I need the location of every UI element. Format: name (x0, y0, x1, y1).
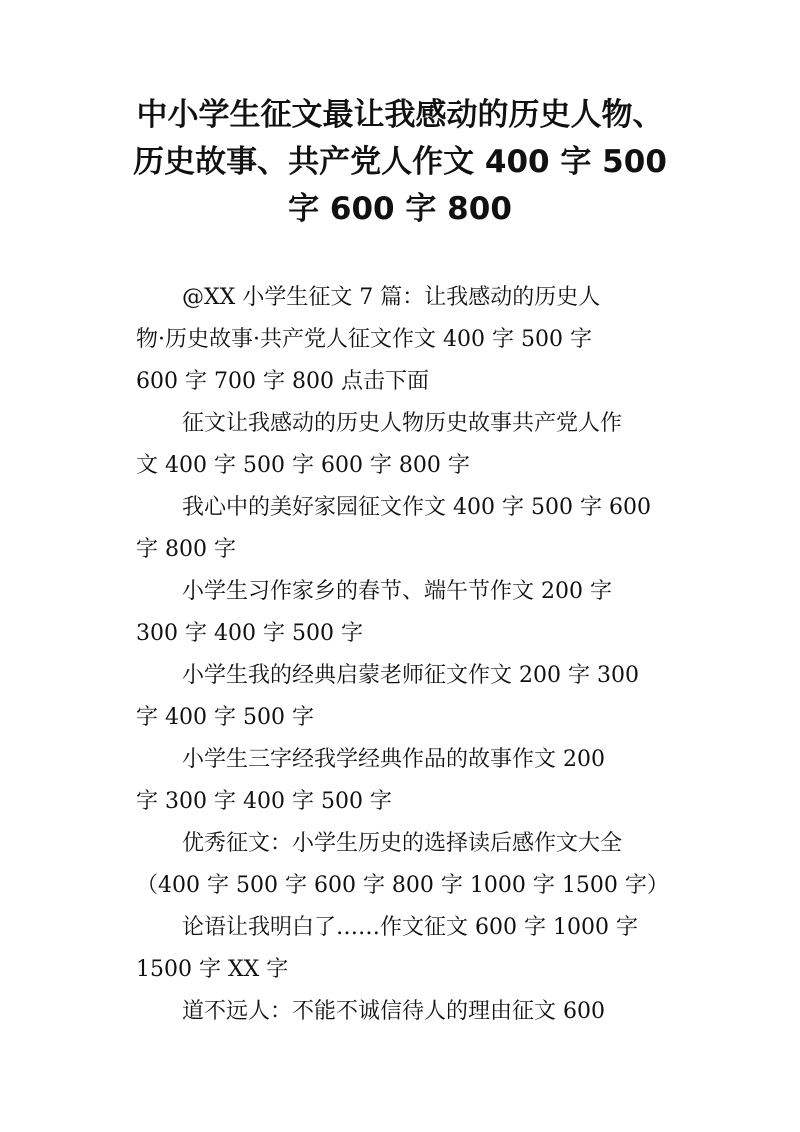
paragraph (136, 655, 666, 739)
paragraph-line: 物·历史故事·共产党人征文作文 400 字 500 字 (136, 327, 592, 352)
title-line: 字 600 字 800 (288, 191, 512, 227)
paragraph (136, 571, 666, 655)
paragraph-line: 小学生三字经我学经典作品的故事作文 200 (182, 747, 605, 772)
paragraph-line: 小学生习作家乡的春节、端午节作文 200 字 (182, 579, 612, 604)
paragraph-line: 300 字 400 字 500 字 (136, 621, 363, 646)
paragraph-line: 字 300 字 400 字 500 字 (136, 789, 392, 814)
paragraph (136, 907, 666, 991)
paragraph-line: @XX 小学生征文 7 篇：让我感动的历史人 (182, 285, 601, 310)
title-line: 中小学生征文最让我感动的历史人物、 (136, 97, 664, 133)
paragraph (136, 991, 666, 1033)
document-title (90, 92, 710, 233)
paragraph-line: 论语让我明白了……作文征文 600 字 1000 字 (182, 915, 638, 940)
paragraph-line: 1500 字 XX 字 (136, 957, 289, 982)
paragraph-line: （400 字 500 字 600 字 800 字 1000 字 1500 字） (136, 873, 669, 898)
paragraph (136, 277, 666, 403)
paragraph-line: 征文让我感动的历史人物历史故事共产党人作 (182, 411, 623, 436)
paragraph (136, 739, 666, 823)
paragraph-line: 我心中的美好家园征文作文 400 字 500 字 600 (182, 495, 651, 520)
title-line: 历史故事、共产党人作文 400 字 500 (133, 144, 667, 180)
paragraph-line: 600 字 700 字 800 点击下面 (136, 369, 429, 394)
paragraph-line: 文 400 字 500 字 600 字 800 字 (136, 453, 470, 478)
paragraph-line: 字 800 字 (136, 537, 236, 562)
paragraph (136, 403, 666, 487)
paragraph (136, 487, 666, 571)
paragraph-line: 小学生我的经典启蒙老师征文作文 200 字 300 (182, 663, 639, 688)
paragraph-line: 道不远人：不能不诚信待人的理由征文 600 (182, 999, 605, 1024)
paragraph-line: 优秀征文：小学生历史的选择读后感作文大全 (182, 831, 623, 856)
document-body (136, 277, 669, 1033)
paragraph (136, 823, 669, 907)
paragraph-line: 字 400 字 500 字 (136, 705, 314, 730)
